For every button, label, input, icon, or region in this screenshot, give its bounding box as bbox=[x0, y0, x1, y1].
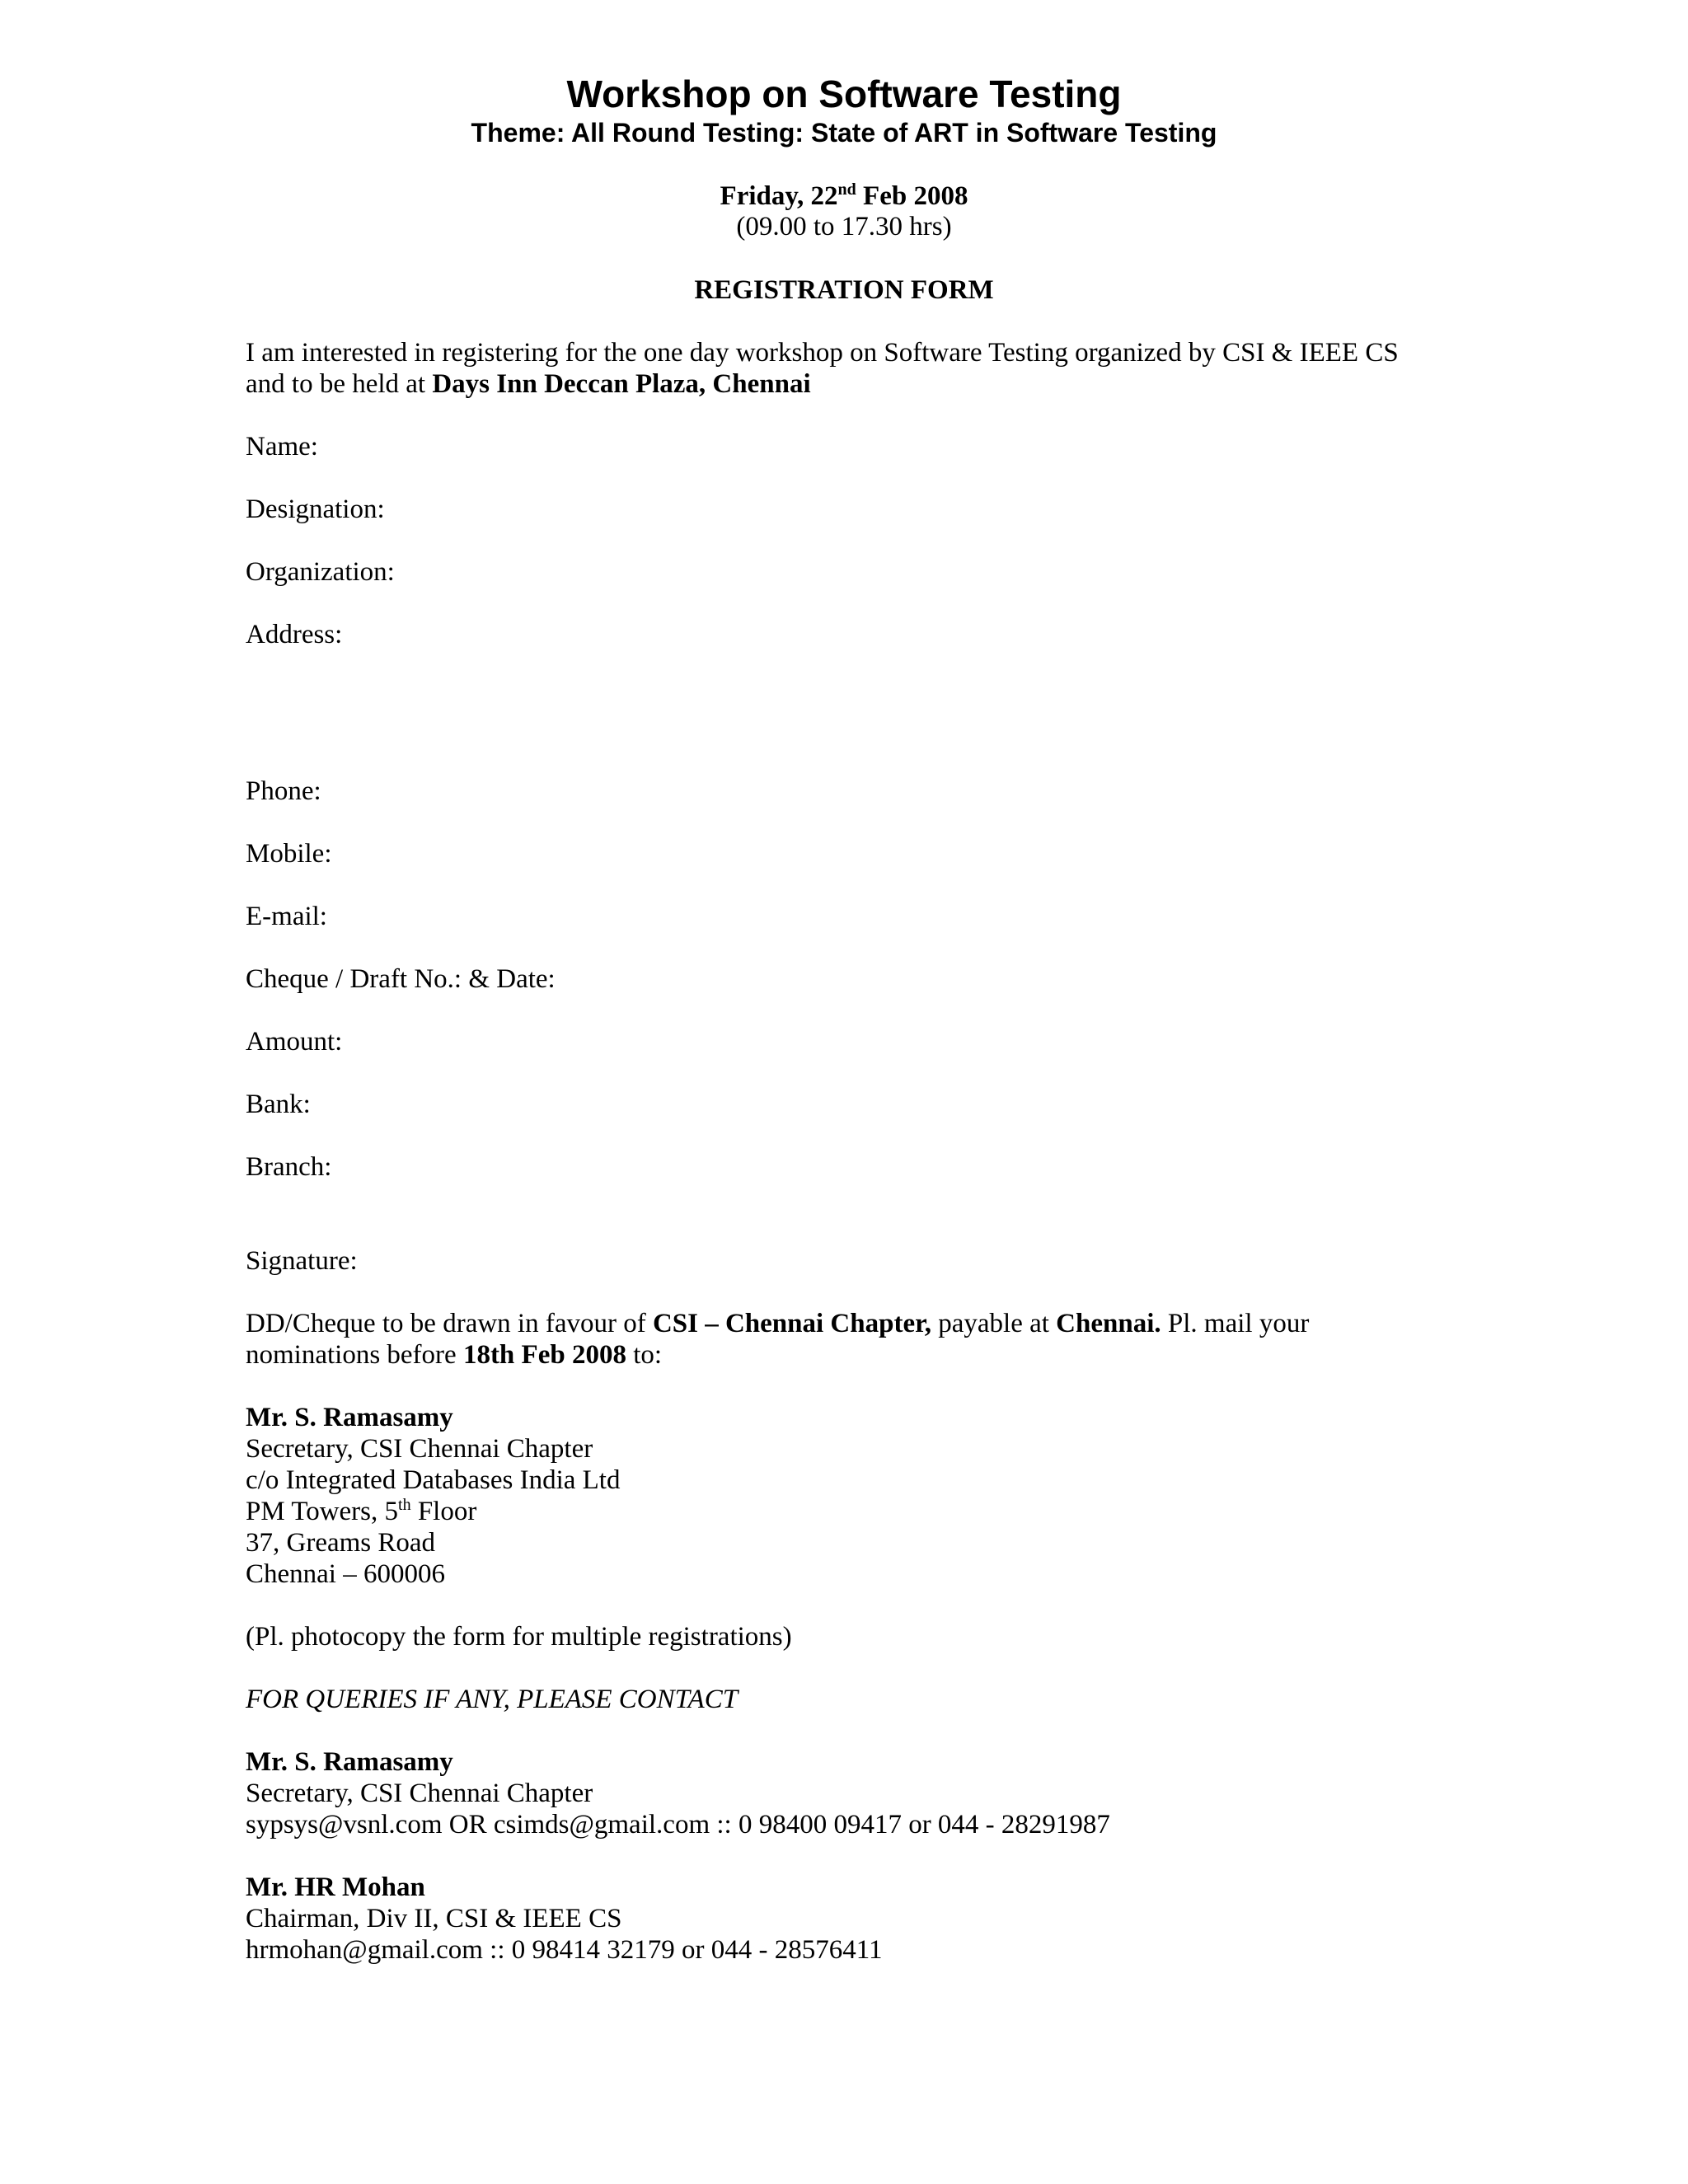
intro-line-1: I am interested in registering for the one day workshop on Software Testing organized by CSI & IEEE CS bbox=[246, 338, 1399, 368]
contact-1-role: Secretary, CSI Chennai Chapter bbox=[246, 1779, 593, 1808]
field-amount-label: Amount: bbox=[246, 1027, 343, 1057]
field-designation-label: Designation: bbox=[246, 494, 385, 524]
form-title: REGISTRATION FORM bbox=[694, 275, 994, 305]
intro-line-2: and to be held at Days Inn Deccan Plaza, Chennai bbox=[246, 369, 811, 399]
venue: Days Inn Deccan Plaza, Chennai bbox=[432, 369, 811, 399]
mail-name: Mr. S. Ramasamy bbox=[246, 1403, 453, 1432]
field-phone-label: Phone: bbox=[246, 776, 321, 806]
queries-heading: FOR QUERIES IF ANY, PLEASE CONTACT bbox=[246, 1685, 738, 1714]
mail-co: c/o Integrated Databases India Ltd bbox=[246, 1465, 621, 1495]
workshop-title: Workshop on Software Testing bbox=[566, 73, 1122, 115]
payment-line-2: nominations before 18th Feb 2008 to: bbox=[246, 1340, 663, 1370]
field-signature-label: Signature: bbox=[246, 1246, 358, 1276]
contact-2-role: Chairman, Div II, CSI & IEEE CS bbox=[246, 1904, 622, 1933]
field-address-label: Address: bbox=[246, 620, 343, 649]
workshop-theme: Theme: All Round Testing: State of ART in Software Testing bbox=[471, 118, 1217, 148]
deadline: 18th Feb 2008 bbox=[462, 1340, 626, 1370]
field-name-label: Name: bbox=[246, 432, 318, 462]
mail-city: Chennai – 600006 bbox=[246, 1559, 445, 1589]
workshop-date: Friday, 22nd Feb 2008 bbox=[720, 180, 968, 211]
contact-1-details: sypsys@vsnl.com OR csimds@gmail.com :: 0 98400 09417 or 044 - 28291987 bbox=[246, 1810, 1110, 1840]
field-cheque-label: Cheque / Draft No.: & Date: bbox=[246, 964, 556, 994]
contact-2-name: Mr. HR Mohan bbox=[246, 1872, 425, 1902]
mail-role: Secretary, CSI Chennai Chapter bbox=[246, 1434, 593, 1464]
field-email-label: E-mail: bbox=[246, 902, 327, 931]
payee: CSI – Chennai Chapter, bbox=[652, 1309, 931, 1338]
payment-line-1: DD/Cheque to be drawn in favour of CSI – Chennai Chapter, payable at Chennai. Pl. mail your bbox=[246, 1309, 1310, 1338]
mail-tower: PM Towers, 5th Floor bbox=[246, 1496, 477, 1526]
field-organization-label: Organization: bbox=[246, 557, 395, 587]
photocopy-note: (Pl. photocopy the form for multiple registrations) bbox=[246, 1622, 792, 1652]
field-branch-label: Branch: bbox=[246, 1152, 332, 1182]
field-bank-label: Bank: bbox=[246, 1090, 311, 1119]
field-mobile-label: Mobile: bbox=[246, 839, 332, 869]
contact-2-details: hrmohan@gmail.com :: 0 98414 32179 or 044 - 28576411 bbox=[246, 1935, 883, 1965]
workshop-time: (09.00 to 17.30 hrs) bbox=[736, 212, 952, 241]
mail-road: 37, Greams Road bbox=[246, 1528, 436, 1558]
payable-city: Chennai. bbox=[1056, 1309, 1161, 1338]
contact-1-name: Mr. S. Ramasamy bbox=[246, 1747, 453, 1777]
